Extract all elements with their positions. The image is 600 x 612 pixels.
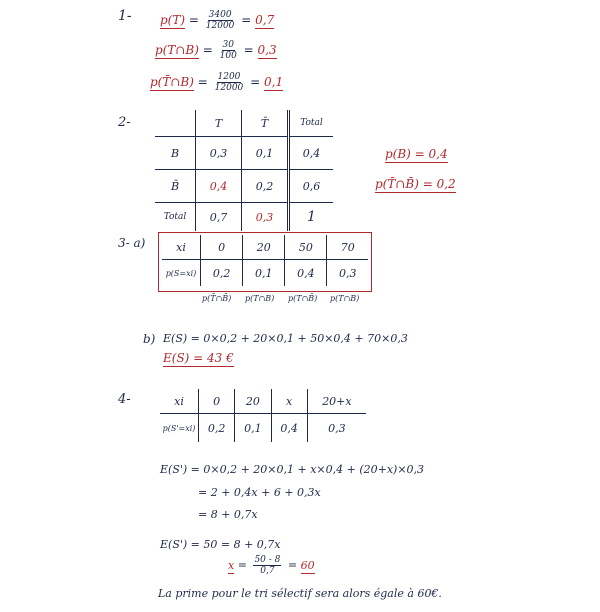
q2-header-row <box>155 110 333 137</box>
q3-number: 3- a) <box>118 236 146 250</box>
q4-cell: 0,3 <box>307 414 366 443</box>
q1-line3 <box>150 72 283 93</box>
q1-line1-result: 0,7 <box>255 13 275 27</box>
q4-row-label: p(S'=xi) <box>160 414 199 443</box>
q2-table <box>155 110 333 231</box>
q3-under-label: p(T∩B) <box>330 294 360 303</box>
q1-line3-fraction <box>215 72 244 93</box>
q2-cell: 0,1 <box>242 137 289 170</box>
q1-line2-result: 0,3 <box>257 43 277 57</box>
q3-cell: 0 <box>201 235 243 260</box>
q4-cell: 0,4 <box>271 414 307 443</box>
q2-row <box>155 203 333 232</box>
q1-line1-lhs: p(T) <box>160 13 186 27</box>
q3-cell: 0,3 <box>327 260 368 287</box>
q2-header-cell: T̄ <box>242 110 289 137</box>
q4-line5-denominator: 0,7 <box>260 566 275 576</box>
q4-row-probabilities <box>160 414 366 443</box>
q1-line1 <box>160 10 274 31</box>
q1-line3-eq2: = <box>250 75 261 89</box>
q4-line3: = 8 + 0,7x <box>198 508 258 521</box>
q1-line3-lhs: p(T̄∩B) <box>150 75 194 89</box>
q3-cell: 20 <box>243 235 285 260</box>
q2-cell: 0,7 <box>196 203 242 232</box>
q3-row-label: xi <box>162 235 201 260</box>
q3-cell: 0,2 <box>201 260 243 287</box>
q2-cell: 0,3 <box>242 203 289 232</box>
q4-cell: 0 <box>199 389 235 414</box>
q1-line2-denominator: 100 <box>219 51 237 61</box>
q1-line2-fraction <box>220 40 237 61</box>
q2-cell: 1 <box>289 203 334 232</box>
q4-line5-fraction <box>253 555 281 576</box>
q1-line2-numerator: 30 <box>222 40 234 50</box>
q2-row-label: Total <box>155 203 196 232</box>
q4-line5-numerator: 50 - 8 <box>254 555 281 565</box>
q4-number: 4- <box>118 392 131 407</box>
q1-line2-eq: = <box>202 43 213 57</box>
q3-row-label: p(S=xi) <box>162 260 201 287</box>
q1-line3-numerator: 1200 <box>217 72 241 82</box>
q4-row-values <box>160 389 366 414</box>
q4-conclusion: La prime pour le tri sélectif sera alors égale à 60€. <box>158 587 442 600</box>
q4-line1: E(S') = 0×0,2 + 20×0,1 + x×0,4 + (20+x)×0,3 <box>160 463 425 476</box>
q3-table <box>162 235 368 286</box>
q3-cell: 70 <box>327 235 368 260</box>
q2-row-label: B <box>155 137 196 170</box>
q2-header-cell: Total <box>289 110 334 137</box>
q4-line5 <box>228 555 315 576</box>
q1-line2 <box>155 40 277 61</box>
q2-row <box>155 137 333 170</box>
q2-number: 2- <box>118 115 131 130</box>
q1-line2-eq2: = <box>243 43 254 57</box>
q4-cell: x <box>271 389 307 414</box>
q1-line3-eq: = <box>197 75 208 89</box>
q1-line3-denominator: 12000 <box>214 83 244 93</box>
q2-cell: 0,2 <box>242 170 289 203</box>
q3-under-label: p(T̄∩B̄) <box>202 294 232 303</box>
q4-line5-lhs: x <box>228 558 235 572</box>
q3-under-label: p(T∩B̄) <box>288 294 318 303</box>
q2-cell: 0,4 <box>196 170 242 203</box>
q4-cell: 20+x <box>307 389 366 414</box>
q4-cell: 0,2 <box>199 414 235 443</box>
q2-side-result-1: p(B) = 0,4 <box>385 147 448 161</box>
q2-header-cell: T <box>196 110 242 137</box>
q1-line1-denominator: 12000 <box>205 21 235 31</box>
q3-under-label: p(T∩B) <box>245 294 275 303</box>
q4-line5-eq: = <box>237 558 247 572</box>
q1-number: 1- <box>118 8 132 24</box>
q1-line1-eq2: = <box>241 13 252 27</box>
q3-row-probabilities <box>162 260 368 287</box>
q3-cell: 0,1 <box>243 260 285 287</box>
q3b-label: b) <box>143 332 156 346</box>
q2-row <box>155 170 333 203</box>
q4-line4: E(S') = 50 = 8 + 0,7x <box>160 538 281 551</box>
q2-cell: 0,6 <box>289 170 334 203</box>
q4-line5-eq2: = <box>287 558 298 572</box>
q3b-result: E(S) = 43 € <box>163 351 234 365</box>
q2-cell: 0,4 <box>289 137 334 170</box>
q1-line1-fraction <box>206 10 235 31</box>
q2-row-label: B̄ <box>155 170 196 203</box>
q2-side-result-2: p(T̄∩B̄) = 0,2 <box>375 177 456 191</box>
q4-cell: 0,1 <box>235 414 271 443</box>
q4-row-label: xi <box>160 389 199 414</box>
q4-line2: = 2 + 0,4x + 6 + 0,3x <box>198 486 321 499</box>
q3-row-values <box>162 235 368 260</box>
q4-cell: 20 <box>235 389 271 414</box>
q1-line3-result: 0,1 <box>264 75 284 89</box>
q3-cell: 50 <box>285 235 327 260</box>
q3-cell: 0,4 <box>285 260 327 287</box>
q2-header-cell <box>155 110 196 137</box>
q4-table <box>160 389 366 442</box>
q4-line5-result: 60 <box>300 558 315 572</box>
q1-line1-eq: = <box>188 13 199 27</box>
q1-line2-lhs: p(T∩B) <box>155 43 199 57</box>
q1-line1-numerator: 3400 <box>208 10 232 20</box>
q3b-expectation: E(S) = 0×0,2 + 20×0,1 + 50×0,4 + 70×0,3 <box>163 332 408 345</box>
q2-cell: 0,3 <box>196 137 242 170</box>
